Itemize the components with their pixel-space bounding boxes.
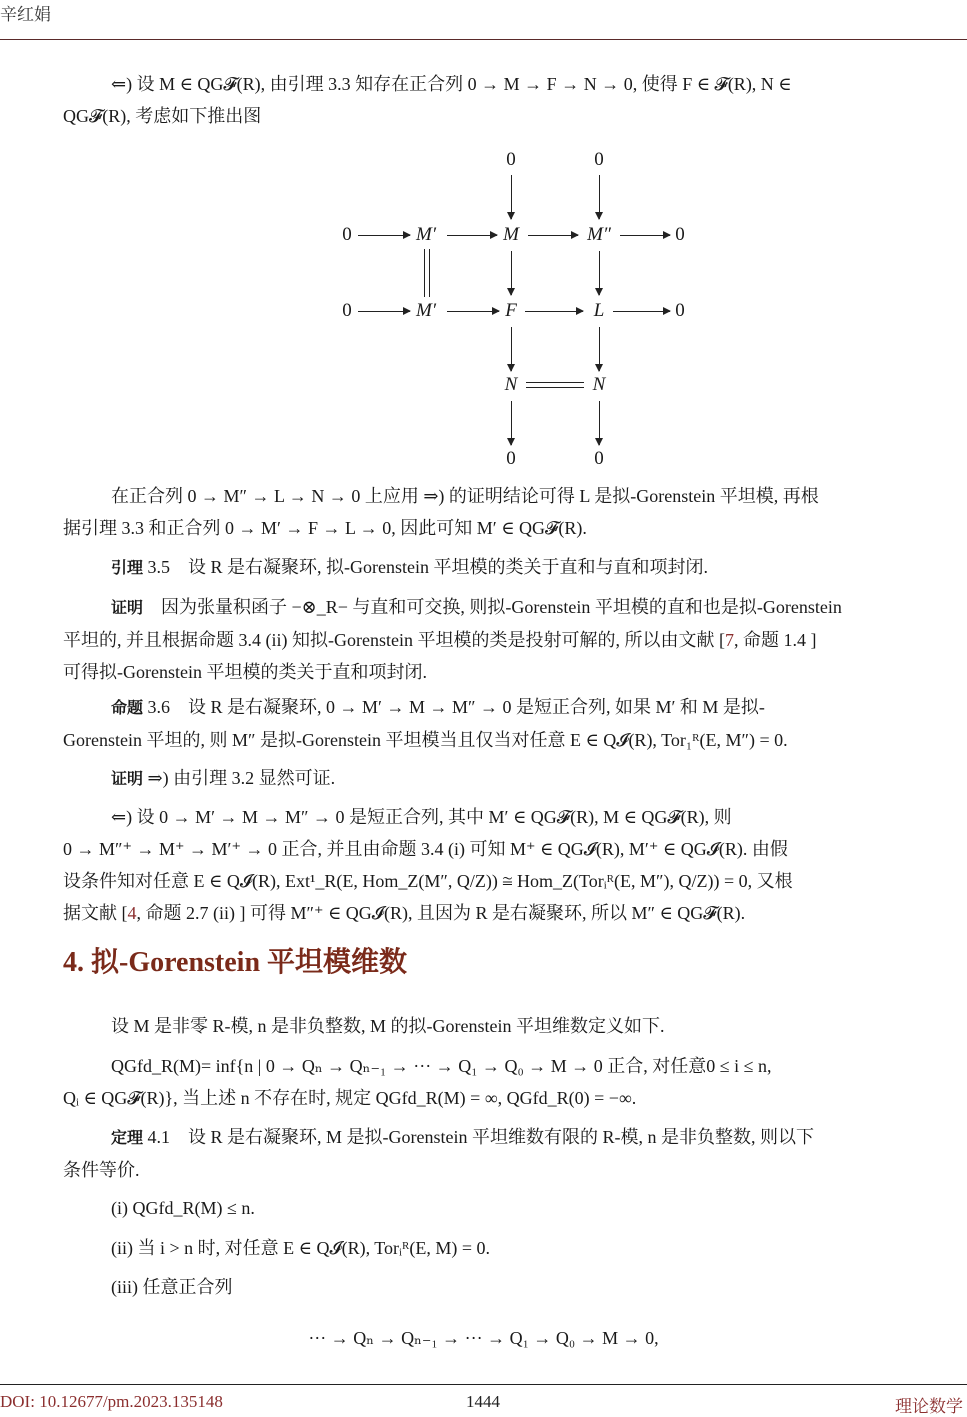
lemma-3-5 bbox=[63, 551, 965, 584]
converse-paragraph bbox=[63, 801, 965, 929]
arrow-right bbox=[358, 235, 410, 236]
header-author: 辛红娟 bbox=[0, 5, 51, 24]
lemma-number: 3.5 bbox=[147, 557, 171, 577]
arrow-down bbox=[599, 327, 600, 371]
definition-line-2: QGfd_R(M)= inf{n | 0 → Qₙ → Qₙ₋₁ → ··· → Q₁ → Q₀ → M → 0 正合, 对任意0 ≤ i ≤ n, bbox=[111, 1056, 772, 1076]
theorem-line-1: 设 R 是右凝聚环, M 是拟-Gorenstein 平坦维数有限的 R-模, n 是非负整数, 则以下 bbox=[188, 1127, 814, 1147]
proposition-number: 3.6 bbox=[147, 697, 171, 717]
node-r3-c2: N bbox=[504, 374, 518, 395]
node-r1-c4: 0 bbox=[675, 224, 685, 245]
node-r2-c0: 0 bbox=[342, 300, 352, 321]
definition-formula bbox=[63, 1050, 965, 1114]
converse-line-2: 0 → M″⁺ → M⁺ → M′⁺ → 0 正合, 并且由命题 3.4 (i) 可知 M⁺ ∈ QG𝓘(R), M′⁺ ∈ QG𝓘(R). 由假 bbox=[63, 839, 788, 859]
definition-line-3: Qᵢ ∈ QG𝓕(R)}, 当上述 n 不存在时, 规定 QGfd_R(M) = ∞, QGfd_R(0) = −∞. bbox=[63, 1088, 637, 1108]
definition-intro: 设 M 是非零 R-模, n 是非负整数, M 的拟-Gorenstein 平坦维数定义如下. bbox=[111, 1016, 665, 1036]
arrow-right bbox=[447, 311, 499, 312]
node-r2-c1: M′ bbox=[416, 300, 436, 321]
theorem-item-ii: (ii) 当 i > n 时, 对任意 E ∈ Q𝓘(R), Torᵢᴿ(E, M) = 0. bbox=[111, 1238, 490, 1258]
lemma-label: 引理 bbox=[111, 558, 144, 577]
node-r4-c2: 0 bbox=[506, 448, 516, 469]
equality-horizontal bbox=[526, 382, 584, 388]
theorem-number: 4.1 bbox=[147, 1127, 171, 1147]
header-rule bbox=[0, 39, 967, 40]
arrow-down bbox=[599, 401, 600, 445]
after-diagram-line-1: 在正合列 0 → M″ → L → N → 0 上应用 ⇒) 的证明结论可得 L 是拟-Gorenstein 平坦模, 再根 bbox=[111, 486, 819, 506]
arrow-down bbox=[511, 175, 512, 219]
theorem-item-iii: (iii) 任意正合列 bbox=[111, 1277, 233, 1297]
arrow-right bbox=[613, 311, 670, 312]
after-diagram-line-2: 据引理 3.3 和正合列 0 → M′ → F → L → 0, 因此可知 M′ ∈ QG𝓕(R). bbox=[63, 518, 587, 538]
after-diagram-paragraph bbox=[63, 480, 965, 544]
proof-line-1: ⇒) 由引理 3.2 显然可证. bbox=[147, 768, 336, 788]
proof-label: 证明 bbox=[111, 769, 144, 788]
proof-line-1: 因为张量积函子 −⊗_R− 与直和可交换, 则拟-Gorenstein 平坦模的直和也是拟-Gorenstein bbox=[161, 597, 842, 617]
proof-line-2b: , 命题 1.4 ] bbox=[733, 630, 817, 650]
arrow-right bbox=[447, 235, 497, 236]
arrow-down bbox=[511, 401, 512, 445]
arrow-down bbox=[599, 175, 600, 219]
journal-link[interactable]: 理论数学 bbox=[895, 1397, 963, 1416]
node-r3-c3: N bbox=[592, 374, 606, 395]
node-r1-c3: M″ bbox=[587, 224, 611, 245]
pushout-diagram bbox=[330, 145, 700, 475]
proposition-3-6 bbox=[63, 691, 965, 756]
theorem-line-2: 条件等价. bbox=[63, 1160, 140, 1180]
converse-line-3: 设条件知对任意 E ∈ Q𝓘(R), Ext¹_R(E, Hom_Z(M″, Q/Z)) ≅ Hom_Z(Torᵢᴿ(E, M″), Q/Z)) = 0, 又根 bbox=[63, 871, 793, 891]
arrow-right bbox=[620, 235, 670, 236]
proof-3-5 bbox=[63, 591, 965, 688]
node-r1-c1: M′ bbox=[416, 224, 436, 245]
footer-rule bbox=[0, 1384, 967, 1385]
arrow-right bbox=[525, 311, 583, 312]
proposition-label: 命题 bbox=[111, 698, 144, 717]
node-r4-c3: 0 bbox=[594, 448, 604, 469]
display-equation: ··· → Qₙ → Qₙ₋₁ → ··· → Q₁ → Q₀ → M → 0, bbox=[308, 1328, 659, 1348]
node-r2-c2: F bbox=[505, 300, 517, 321]
converse-line-4a: 据文献 [ bbox=[63, 903, 128, 923]
proposition-line-1: 设 R 是右凝聚环, 0 → M′ → M → M″ → 0 是短正合列, 如果 M′ 和 M 是拟- bbox=[188, 697, 765, 717]
node-r0-c2: 0 bbox=[506, 149, 516, 170]
proof-line-3: 可得拟-Gorenstein 平坦模的类关于直和项封闭. bbox=[63, 662, 427, 682]
theorem-item-i: (i) QGfd_R(M) ≤ n. bbox=[111, 1198, 255, 1218]
citation-link-4[interactable]: 4 bbox=[127, 903, 137, 923]
lemma-text: 设 R 是右凝聚环, 拟-Gorenstein 平坦模的类关于直和与直和项封闭. bbox=[188, 557, 708, 577]
arrow-right bbox=[358, 311, 410, 312]
citation-link-7[interactable]: 7 bbox=[724, 630, 734, 650]
node-r2-c4: 0 bbox=[675, 300, 685, 321]
node-r1-c2: M bbox=[503, 224, 519, 245]
node-r1-c0: 0 bbox=[342, 224, 352, 245]
proposition-line-2: Gorenstein 平坦的, 则 M″ 是拟-Gorenstein 平坦模当且仅当对任意 E ∈ Q𝓘(R), Tor₁ᴿ(E, M″) = 0. bbox=[63, 730, 788, 750]
node-r0-c3: 0 bbox=[594, 149, 604, 170]
proof-label: 证明 bbox=[111, 598, 144, 617]
section-title: 4. 拟-Gorenstein 平坦模维数 bbox=[63, 947, 408, 978]
doi-link[interactable]: DOI: 10.12677/pm.2023.135148 bbox=[0, 1392, 223, 1411]
proof-3-6 bbox=[63, 762, 965, 795]
converse-line-1: ⇐) 设 0 → M′ → M → M″ → 0 是短正合列, 其中 M′ ∈ QG𝓕(R), M ∈ QG𝓕(R), 则 bbox=[111, 807, 732, 827]
intro-line-2: QG𝓕(R), 考虑如下推出图 bbox=[63, 106, 262, 126]
equality-vertical bbox=[424, 249, 430, 297]
intro-line-1: ⇐) 设 M ∈ QG𝓕(R), 由引理 3.3 知存在正合列 0 → M → F → N → 0, 使得 F ∈ 𝓕(R), N ∈ bbox=[111, 74, 792, 94]
node-r2-c3: L bbox=[593, 300, 605, 321]
converse-line-4b: , 命题 2.7 (ii) ] 可得 M″⁺ ∈ QG𝓘(R), 且因为 R 是右凝聚环, 所以 M″ ∈ QG𝓕(R). bbox=[136, 903, 746, 923]
arrow-right bbox=[528, 235, 578, 236]
arrow-down bbox=[511, 327, 512, 371]
page-number: 1444 bbox=[466, 1392, 500, 1411]
arrow-down bbox=[511, 251, 512, 295]
theorem-label: 定理 bbox=[111, 1128, 144, 1147]
proof-line-2a: 平坦的, 并且根据命题 3.4 (ii) 知拟-Gorenstein 平坦模的类是投射可解的, 所以由文献 [ bbox=[63, 630, 725, 650]
intro-paragraph bbox=[63, 68, 965, 132]
arrow-down bbox=[599, 251, 600, 295]
theorem-4-1 bbox=[63, 1121, 965, 1186]
